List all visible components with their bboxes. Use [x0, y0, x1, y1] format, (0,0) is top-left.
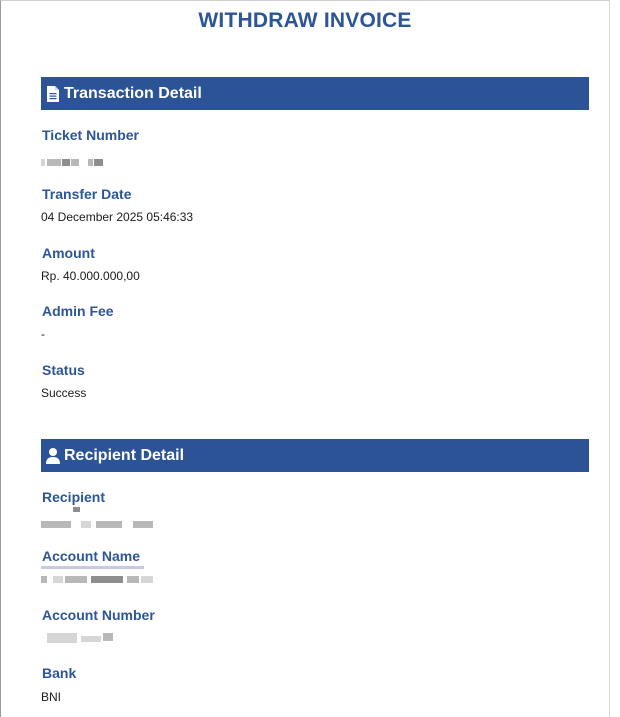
account-name-underline	[41, 566, 144, 569]
user-icon	[45, 447, 61, 465]
admin-fee-value: -	[41, 327, 45, 341]
bank-label: Bank	[42, 665, 77, 681]
account-name-redacted	[41, 576, 156, 585]
invoice-title: WITHDRAW INVOICE	[198, 9, 412, 32]
transfer-date-label: Transfer Date	[42, 186, 132, 202]
account-number-redacted	[41, 633, 116, 643]
status-value: Success	[41, 386, 87, 400]
recipient-redacted	[41, 507, 156, 529]
ticket-number-redacted	[41, 159, 111, 168]
admin-fee-label: Admin Fee	[42, 303, 114, 319]
transaction-detail-title: Transaction Detail	[64, 84, 202, 102]
status-label: Status	[42, 362, 85, 378]
account-name-label: Account Name	[42, 548, 141, 564]
account-number-label: Account Number	[42, 607, 155, 623]
bank-value: BNI	[41, 690, 62, 704]
transfer-date-value: 04 December 2025 05:46:33	[41, 210, 194, 224]
recipient-label: Recipient	[42, 489, 106, 505]
recipient-detail-title: Recipient Detail	[64, 446, 185, 464]
transaction-detail-header	[41, 77, 589, 110]
amount-value: Rp. 40.000.000,00	[41, 269, 140, 283]
ticket-number-label: Ticket Number	[42, 127, 139, 143]
document-icon	[45, 85, 61, 103]
amount-label: Amount	[42, 245, 95, 261]
recipient-detail-header	[41, 439, 589, 472]
